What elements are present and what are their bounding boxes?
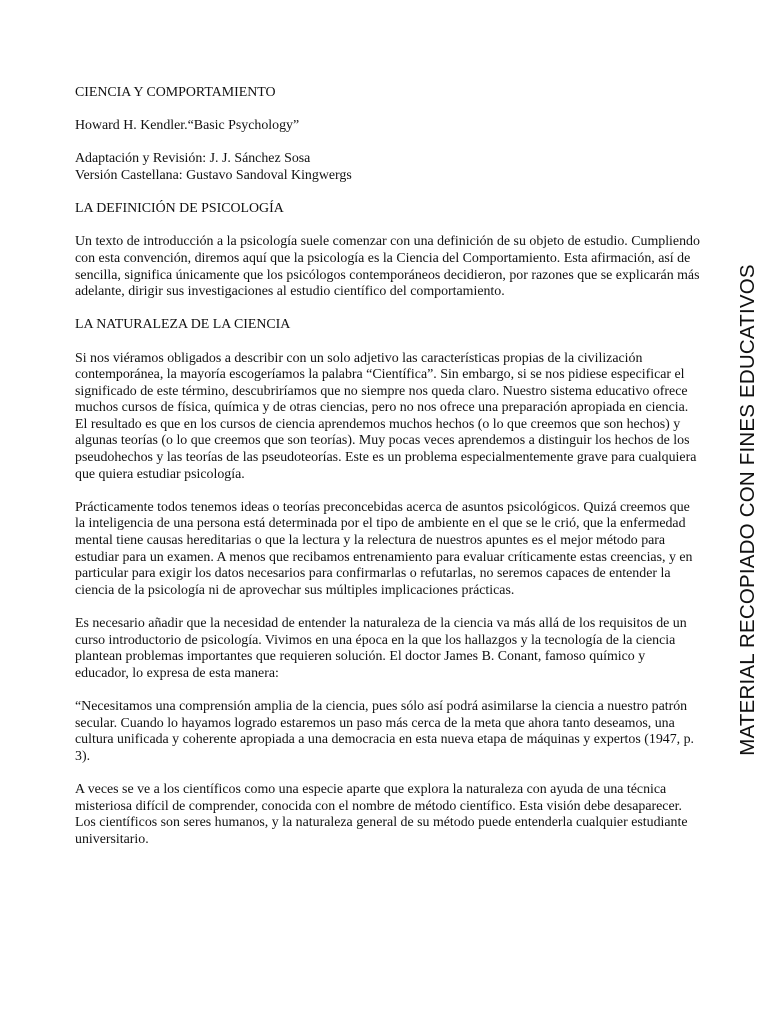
body-paragraph: Es necesario añadir que la necesidad de entender la naturaleza de la ciencia va más allá de los requisitos de un curso introductorio de psicología. Vivimos en una época en la que los hallazgos y la tecnología de la ciencia plantean problemas importantes que requieren solución. El doctor James B. Conant, famoso químico y educador, lo expresa de esta manera: [75, 616, 687, 681]
adaptation-line: Adaptación y Revisión: J. J. Sánchez Sosa [75, 151, 311, 167]
quote-paragraph: “Necesitamos una comprensión amplia de la ciencia, pues sólo así podrá asimilarse la ciencia a nuestro patrón secular. Cuando lo hayamos logrado estaremos un paso más cerca de la meta que ahora tanto deseamos, una cultura unificada y coherente apropiada a una democracia en esta nueva etapa de máquinas y expertos (1947, p. 3). [75, 698, 695, 764]
credits-block [75, 151, 700, 184]
section-heading-naturaleza: LA NATURALEZA DE LA CIENCIA [75, 317, 291, 333]
body-paragraph: A veces se ve a los científicos como una especie aparte que explora la naturaleza con ayuda de una técnica misteriosa difícil de comprender, conocida con el nombre de método científico. Esta visión debe desaparecer. Los científicos son seres humanos, y la naturaleza general de su método puede entenderla cualquier estudiante universitario. [75, 781, 688, 847]
body-paragraph: Si nos viéramos obligados a describir con un solo adjetivo las características propias de la civilización contemporánea, la mayoría escogeríamos la palabra “Científica”. Sin embargo, si se nos pidiese especificar el significado de este término, descubriríamos que no siempre nos queda claro. Nuestro sistema educativo ofrece muchos cursos de física, química y de otras ciencias, pero no nos ofrece una preparación apropiada en ciencia. El resultado es que en los cursos de ciencia aprendemos muchos hechos (o lo que creemos que son hechos) y algunas teorías (o lo que creemos que son teorías). Muy pocas veces aprendemos a distinguir los hechos de los pseudohechos y las teorías de las pseudoteorías. Este es un problema especialmentemente grave para cualquiera que quiera estudiar psicología. [75, 350, 697, 482]
body-paragraph: Prácticamente todos tenemos ideas o teorías preconcebidas acerca de asuntos psicológicos. Quizá creemos que la inteligencia de una persona está determinada por el tipo de ambiente en el que se le crió, que la enfermedad mental tiene causas hereditarias o que la lectura y la relectura de nuestros apuntes es el mejor método para estudiar para un examen. A menos que recibamos entrenamiento para evaluar críticamente estas creencias, y en particular para exigir los datos necesarios para confirmarlas o refutarlas, no seremos capaces de entender la ciencia de la psicología ni de aprovechar sus múltiples implicaciones prácticas. [75, 499, 693, 598]
side-watermark-text: MATERIAL RECOPIADO CON FINES EDUCATIVOS [736, 264, 759, 756]
version-line: Versión Castellana: Gustavo Sandoval Kingwergs [75, 167, 352, 183]
document-page [75, 85, 700, 865]
definition-paragraph: Un texto de introducción a la psicología suele comenzar con una definición de su objeto de estudio. Cumpliendo con esta convención, diremos aquí que la psicología es la Ciencia del Comportamiento. Esta afirmación, así de sencilla, significa únicamente que los psicólogos contemporáneos decidieron, por razones que se explicarán más adelante, dirigir sus investigaciones al estudio científico del comportamiento. [75, 234, 700, 300]
author-line: Howard H. Kendler.“Basic Psychology” [75, 118, 300, 134]
document-title: CIENCIA Y COMPORTAMIENTO [75, 85, 276, 100]
section-heading-definicion: LA DEFINICIÓN DE PSICOLOGÍA [75, 201, 284, 217]
